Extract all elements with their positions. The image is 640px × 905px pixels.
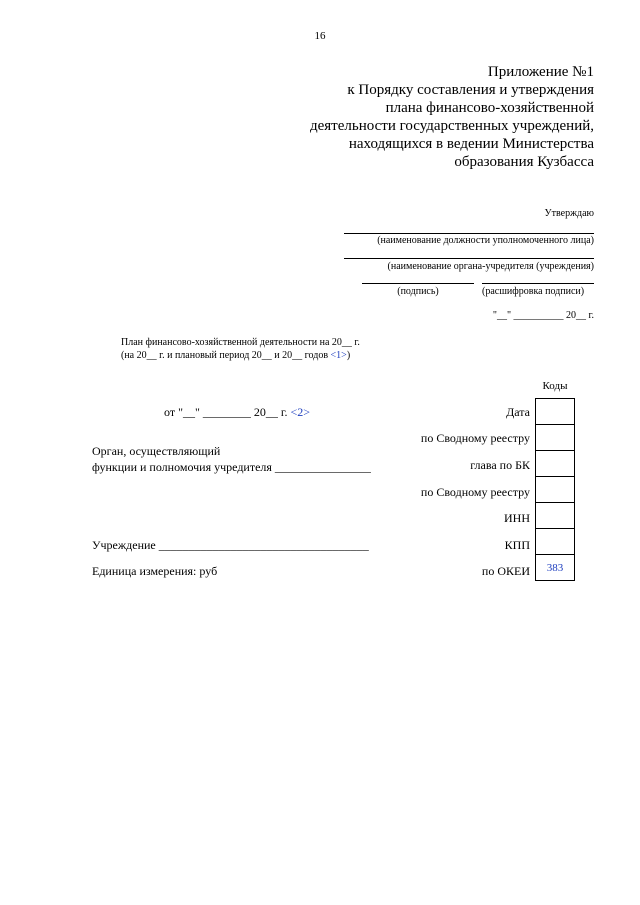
table-row bbox=[536, 503, 575, 529]
founder-organ bbox=[92, 443, 371, 475]
organ-caption: (наименование органа-учредителя (учреждения) bbox=[387, 261, 594, 272]
position-signature-line bbox=[344, 233, 594, 234]
appendix-line: находящихся в ведении Министерства bbox=[348, 136, 594, 152]
codes-table bbox=[535, 373, 575, 581]
row-label-okei: по ОКЕИ bbox=[481, 564, 530, 578]
table-row bbox=[536, 529, 575, 555]
plan-title-line2 bbox=[121, 349, 360, 362]
row-label-bk-chapter: глава по БК bbox=[470, 458, 530, 472]
table-row bbox=[536, 425, 575, 451]
code-cell-inn[interactable] bbox=[536, 503, 575, 529]
appendix-line: к Порядку составления и утверждения bbox=[347, 82, 594, 98]
institution-field: Учреждение ___________________________________ bbox=[92, 538, 369, 552]
signature-line bbox=[362, 283, 474, 284]
plan-title-line1: План финансово-хозяйственной деятельности на 20__ г. bbox=[121, 337, 360, 348]
signature-caption: (подпись) bbox=[397, 286, 439, 297]
code-cell-kpp[interactable] bbox=[536, 529, 575, 555]
table-row bbox=[536, 555, 575, 581]
approval-date: "__" __________ 20__ г. bbox=[492, 310, 594, 321]
plan-title-text: (на 20__ г. и плановый период 20__ и 20__ годов bbox=[121, 350, 331, 361]
appendix-line: Приложение №1 bbox=[487, 64, 594, 80]
footnote-link-2[interactable]: <2> bbox=[290, 405, 310, 419]
position-caption: (наименование должности уполномоченного лица) bbox=[377, 235, 594, 246]
decoding-caption: (расшифровка подписи) bbox=[482, 286, 585, 297]
code-cell-okei[interactable]: 383 bbox=[536, 555, 575, 581]
form-date bbox=[164, 405, 310, 420]
row-label-kpp: КПП bbox=[504, 538, 530, 552]
appendix-line: деятельности государственных учреждений, bbox=[309, 118, 594, 134]
code-cell-date[interactable] bbox=[536, 399, 575, 425]
appendix-line: образования Кузбасса bbox=[454, 154, 594, 170]
footnote-link-1[interactable]: <1> bbox=[330, 350, 347, 361]
table-row bbox=[536, 477, 575, 503]
table-row bbox=[536, 399, 575, 425]
row-label-registry-2: по Сводному реестру bbox=[420, 485, 530, 499]
code-cell-bk[interactable] bbox=[536, 451, 575, 477]
code-cell-registry[interactable] bbox=[536, 425, 575, 451]
table-row bbox=[536, 451, 575, 477]
page-number: 16 bbox=[314, 30, 326, 42]
organ-signature-line bbox=[344, 258, 594, 259]
code-cell-registry-2[interactable] bbox=[536, 477, 575, 503]
founder-organ-line2: функции и полномочия учредителя ________________ bbox=[92, 460, 371, 474]
founder-organ-line1: Орган, осуществляющий bbox=[92, 444, 221, 458]
table-row bbox=[536, 373, 575, 399]
plan-title-suffix: ) bbox=[346, 350, 351, 361]
approve-title: Утверждаю bbox=[544, 208, 594, 219]
decoding-line bbox=[482, 283, 594, 284]
appendix-line: плана финансово-хозяйственной bbox=[385, 100, 594, 116]
row-label-registry: по Сводному реестру bbox=[420, 431, 530, 445]
row-label-date: Дата bbox=[506, 405, 530, 419]
unit-of-measure: Единица измерения: руб bbox=[92, 564, 218, 578]
plan-title bbox=[121, 336, 360, 362]
appendix-header bbox=[310, 63, 594, 171]
codes-header: Коды bbox=[542, 379, 568, 392]
row-label-inn: ИНН bbox=[504, 511, 530, 525]
form-date-text: от "__" ________ 20__ г. bbox=[164, 405, 291, 419]
